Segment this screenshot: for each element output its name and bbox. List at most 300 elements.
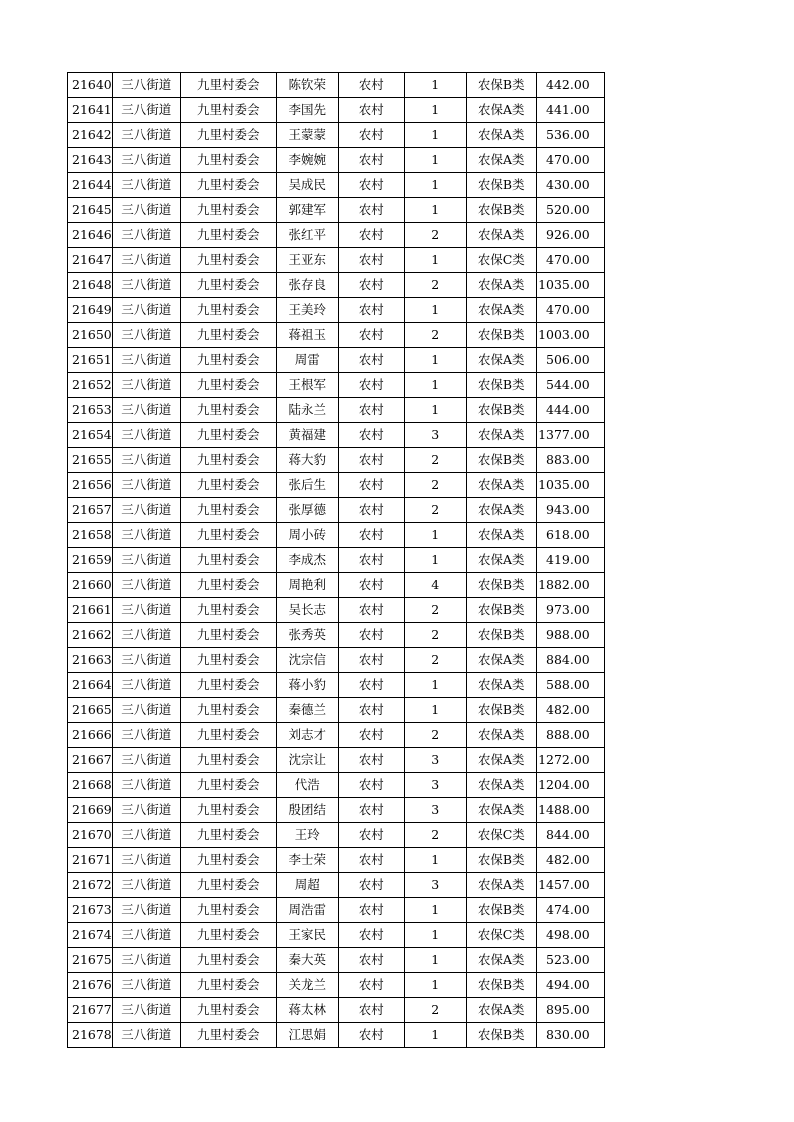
record-id-cell: 21645 <box>68 198 113 223</box>
amount-cell: 1882.00 <box>536 573 604 598</box>
street-cell: 三八街道 <box>112 773 180 798</box>
area-type-cell: 农村 <box>338 848 404 873</box>
street-cell: 三八街道 <box>112 598 180 623</box>
amount-cell: 474.00 <box>536 898 604 923</box>
insurance-type-cell: 农保B类 <box>466 598 536 623</box>
village-committee-cell: 九里村委会 <box>180 473 276 498</box>
household-count-cell: 1 <box>404 1023 466 1048</box>
name-cell: 王蒙蒙 <box>276 123 338 148</box>
amount-cell: 482.00 <box>536 698 604 723</box>
insurance-type-cell: 农保B类 <box>466 323 536 348</box>
household-count-cell: 2 <box>404 323 466 348</box>
street-cell: 三八街道 <box>112 348 180 373</box>
household-count-cell: 2 <box>404 448 466 473</box>
household-count-cell: 2 <box>404 823 466 848</box>
household-count-cell: 2 <box>404 273 466 298</box>
village-committee-cell: 九里村委会 <box>180 123 276 148</box>
table-row <box>68 973 605 998</box>
household-count-cell: 1 <box>404 923 466 948</box>
name-cell: 蒋太林 <box>276 998 338 1023</box>
household-count-cell: 1 <box>404 398 466 423</box>
amount-cell: 544.00 <box>536 373 604 398</box>
table-row <box>68 323 605 348</box>
village-committee-cell: 九里村委会 <box>180 223 276 248</box>
insurance-type-cell: 农保A类 <box>466 148 536 173</box>
name-cell: 周雷 <box>276 348 338 373</box>
insurance-type-cell: 农保A类 <box>466 223 536 248</box>
street-cell: 三八街道 <box>112 548 180 573</box>
street-cell: 三八街道 <box>112 248 180 273</box>
household-count-cell: 2 <box>404 498 466 523</box>
record-id-cell: 21664 <box>68 673 113 698</box>
area-type-cell: 农村 <box>338 648 404 673</box>
street-cell: 三八街道 <box>112 273 180 298</box>
insurance-type-cell: 农保B类 <box>466 73 536 98</box>
street-cell: 三八街道 <box>112 848 180 873</box>
area-type-cell: 农村 <box>338 998 404 1023</box>
household-count-cell: 1 <box>404 73 466 98</box>
amount-cell: 988.00 <box>536 623 604 648</box>
table-row <box>68 373 605 398</box>
area-type-cell: 农村 <box>338 773 404 798</box>
table-row <box>68 448 605 473</box>
table-row <box>68 73 605 98</box>
name-cell: 周艳利 <box>276 573 338 598</box>
table-row <box>68 798 605 823</box>
village-committee-cell: 九里村委会 <box>180 323 276 348</box>
amount-cell: 1457.00 <box>536 873 604 898</box>
village-committee-cell: 九里村委会 <box>180 923 276 948</box>
insurance-type-cell: 农保A类 <box>466 723 536 748</box>
household-count-cell: 2 <box>404 648 466 673</box>
table-row <box>68 98 605 123</box>
record-id-cell: 21655 <box>68 448 113 473</box>
street-cell: 三八街道 <box>112 73 180 98</box>
name-cell: 李国先 <box>276 98 338 123</box>
area-type-cell: 农村 <box>338 348 404 373</box>
street-cell: 三八街道 <box>112 723 180 748</box>
insurance-type-cell: 农保C类 <box>466 248 536 273</box>
amount-cell: 498.00 <box>536 923 604 948</box>
household-count-cell: 1 <box>404 698 466 723</box>
insurance-type-cell: 农保A类 <box>466 298 536 323</box>
amount-cell: 520.00 <box>536 198 604 223</box>
amount-cell: 536.00 <box>536 123 604 148</box>
insurance-type-cell: 农保A类 <box>466 998 536 1023</box>
table-row <box>68 148 605 173</box>
insurance-type-cell: 农保A类 <box>466 873 536 898</box>
household-count-cell: 3 <box>404 748 466 773</box>
record-id-cell: 21673 <box>68 898 113 923</box>
record-id-cell: 21667 <box>68 748 113 773</box>
table-row <box>68 873 605 898</box>
street-cell: 三八街道 <box>112 923 180 948</box>
name-cell: 张后生 <box>276 473 338 498</box>
table-row <box>68 548 605 573</box>
household-count-cell: 1 <box>404 848 466 873</box>
village-committee-cell: 九里村委会 <box>180 298 276 323</box>
area-type-cell: 农村 <box>338 1023 404 1048</box>
insurance-type-cell: 农保A类 <box>466 273 536 298</box>
area-type-cell: 农村 <box>338 223 404 248</box>
insurance-type-cell: 农保A类 <box>466 548 536 573</box>
record-id-cell: 21649 <box>68 298 113 323</box>
name-cell: 蒋小豹 <box>276 673 338 698</box>
name-cell: 王亚东 <box>276 248 338 273</box>
area-type-cell: 农村 <box>338 423 404 448</box>
name-cell: 周小砖 <box>276 523 338 548</box>
table-row <box>68 273 605 298</box>
table-row <box>68 823 605 848</box>
amount-cell: 523.00 <box>536 948 604 973</box>
street-cell: 三八街道 <box>112 973 180 998</box>
name-cell: 吴长志 <box>276 598 338 623</box>
table-row <box>68 223 605 248</box>
area-type-cell: 农村 <box>338 523 404 548</box>
record-id-cell: 21642 <box>68 123 113 148</box>
table-row <box>68 748 605 773</box>
household-count-cell: 1 <box>404 348 466 373</box>
record-id-cell: 21654 <box>68 423 113 448</box>
name-cell: 李成杰 <box>276 548 338 573</box>
area-type-cell: 农村 <box>338 198 404 223</box>
area-type-cell: 农村 <box>338 298 404 323</box>
name-cell: 刘志才 <box>276 723 338 748</box>
household-count-cell: 2 <box>404 598 466 623</box>
table-row <box>68 723 605 748</box>
insurance-type-cell: 农保B类 <box>466 398 536 423</box>
street-cell: 三八街道 <box>112 648 180 673</box>
village-committee-cell: 九里村委会 <box>180 673 276 698</box>
household-count-cell: 1 <box>404 673 466 698</box>
street-cell: 三八街道 <box>112 998 180 1023</box>
area-type-cell: 农村 <box>338 823 404 848</box>
table-row <box>68 348 605 373</box>
name-cell: 黄福建 <box>276 423 338 448</box>
record-id-cell: 21677 <box>68 998 113 1023</box>
amount-cell: 588.00 <box>536 673 604 698</box>
street-cell: 三八街道 <box>112 323 180 348</box>
village-committee-cell: 九里村委会 <box>180 573 276 598</box>
area-type-cell: 农村 <box>338 573 404 598</box>
household-count-cell: 3 <box>404 798 466 823</box>
name-cell: 沈宗信 <box>276 648 338 673</box>
village-committee-cell: 九里村委会 <box>180 648 276 673</box>
record-id-cell: 21662 <box>68 623 113 648</box>
insurance-type-cell: 农保B类 <box>466 373 536 398</box>
area-type-cell: 农村 <box>338 148 404 173</box>
area-type-cell: 农村 <box>338 98 404 123</box>
village-committee-cell: 九里村委会 <box>180 1023 276 1048</box>
name-cell: 周超 <box>276 873 338 898</box>
amount-cell: 1204.00 <box>536 773 604 798</box>
table-row <box>68 198 605 223</box>
name-cell: 郭建军 <box>276 198 338 223</box>
record-id-cell: 21660 <box>68 573 113 598</box>
table-row <box>68 523 605 548</box>
street-cell: 三八街道 <box>112 873 180 898</box>
name-cell: 代浩 <box>276 773 338 798</box>
area-type-cell: 农村 <box>338 798 404 823</box>
insurance-type-cell: 农保B类 <box>466 623 536 648</box>
insurance-type-cell: 农保B类 <box>466 848 536 873</box>
name-cell: 陈钦荣 <box>276 73 338 98</box>
village-committee-cell: 九里村委会 <box>180 523 276 548</box>
record-id-cell: 21663 <box>68 648 113 673</box>
household-count-cell: 3 <box>404 873 466 898</box>
street-cell: 三八街道 <box>112 123 180 148</box>
name-cell: 张秀英 <box>276 623 338 648</box>
insurance-type-cell: 农保B类 <box>466 448 536 473</box>
village-committee-cell: 九里村委会 <box>180 373 276 398</box>
household-count-cell: 2 <box>404 623 466 648</box>
insurance-type-cell: 农保C类 <box>466 823 536 848</box>
village-committee-cell: 九里村委会 <box>180 998 276 1023</box>
record-id-cell: 21674 <box>68 923 113 948</box>
street-cell: 三八街道 <box>112 698 180 723</box>
name-cell: 秦大英 <box>276 948 338 973</box>
record-id-cell: 21671 <box>68 848 113 873</box>
amount-cell: 470.00 <box>536 148 604 173</box>
record-id-cell: 21641 <box>68 98 113 123</box>
name-cell: 殷团结 <box>276 798 338 823</box>
insurance-type-cell: 农保B类 <box>466 898 536 923</box>
insurance-type-cell: 农保A类 <box>466 473 536 498</box>
name-cell: 李婉婉 <box>276 148 338 173</box>
record-id-cell: 21644 <box>68 173 113 198</box>
area-type-cell: 农村 <box>338 623 404 648</box>
household-count-cell: 2 <box>404 473 466 498</box>
name-cell: 张厚德 <box>276 498 338 523</box>
amount-cell: 926.00 <box>536 223 604 248</box>
amount-cell: 883.00 <box>536 448 604 473</box>
amount-cell: 419.00 <box>536 548 604 573</box>
amount-cell: 943.00 <box>536 498 604 523</box>
area-type-cell: 农村 <box>338 273 404 298</box>
household-count-cell: 4 <box>404 573 466 598</box>
name-cell: 王美玲 <box>276 298 338 323</box>
area-type-cell: 农村 <box>338 973 404 998</box>
record-id-cell: 21653 <box>68 398 113 423</box>
record-id-cell: 21640 <box>68 73 113 98</box>
village-committee-cell: 九里村委会 <box>180 173 276 198</box>
record-id-cell: 21672 <box>68 873 113 898</box>
amount-cell: 1035.00 <box>536 273 604 298</box>
household-count-cell: 1 <box>404 523 466 548</box>
street-cell: 三八街道 <box>112 398 180 423</box>
table-row <box>68 698 605 723</box>
amount-cell: 895.00 <box>536 998 604 1023</box>
area-type-cell: 农村 <box>338 673 404 698</box>
street-cell: 三八街道 <box>112 473 180 498</box>
insurance-type-cell: 农保B类 <box>466 573 536 598</box>
street-cell: 三八街道 <box>112 798 180 823</box>
amount-cell: 441.00 <box>536 98 604 123</box>
street-cell: 三八街道 <box>112 1023 180 1048</box>
table-row <box>68 648 605 673</box>
record-id-cell: 21650 <box>68 323 113 348</box>
insurance-type-cell: 农保A类 <box>466 673 536 698</box>
name-cell: 吴成民 <box>276 173 338 198</box>
amount-cell: 444.00 <box>536 398 604 423</box>
street-cell: 三八街道 <box>112 423 180 448</box>
area-type-cell: 农村 <box>338 548 404 573</box>
street-cell: 三八街道 <box>112 148 180 173</box>
area-type-cell: 农村 <box>338 398 404 423</box>
village-committee-cell: 九里村委会 <box>180 698 276 723</box>
record-id-cell: 21666 <box>68 723 113 748</box>
village-committee-cell: 九里村委会 <box>180 448 276 473</box>
insurance-type-cell: 农保A类 <box>466 498 536 523</box>
area-type-cell: 农村 <box>338 723 404 748</box>
name-cell: 李士荣 <box>276 848 338 873</box>
table-row <box>68 848 605 873</box>
amount-cell: 506.00 <box>536 348 604 373</box>
insurance-type-cell: 农保A类 <box>466 798 536 823</box>
amount-cell: 1272.00 <box>536 748 604 773</box>
household-count-cell: 1 <box>404 198 466 223</box>
area-type-cell: 农村 <box>338 923 404 948</box>
insurance-type-cell: 农保B类 <box>466 698 536 723</box>
street-cell: 三八街道 <box>112 373 180 398</box>
table-row <box>68 673 605 698</box>
village-committee-cell: 九里村委会 <box>180 748 276 773</box>
insurance-type-cell: 农保A类 <box>466 423 536 448</box>
name-cell: 张红平 <box>276 223 338 248</box>
record-id-cell: 21657 <box>68 498 113 523</box>
street-cell: 三八街道 <box>112 748 180 773</box>
name-cell: 张存良 <box>276 273 338 298</box>
amount-cell: 482.00 <box>536 848 604 873</box>
area-type-cell: 农村 <box>338 473 404 498</box>
area-type-cell: 农村 <box>338 698 404 723</box>
name-cell: 蒋祖玉 <box>276 323 338 348</box>
household-count-cell: 1 <box>404 123 466 148</box>
household-count-cell: 2 <box>404 998 466 1023</box>
area-type-cell: 农村 <box>338 598 404 623</box>
amount-cell: 494.00 <box>536 973 604 998</box>
data-table <box>67 72 605 1048</box>
area-type-cell: 农村 <box>338 448 404 473</box>
amount-cell: 470.00 <box>536 248 604 273</box>
record-id-cell: 21670 <box>68 823 113 848</box>
street-cell: 三八街道 <box>112 448 180 473</box>
street-cell: 三八街道 <box>112 623 180 648</box>
amount-cell: 1488.00 <box>536 798 604 823</box>
village-committee-cell: 九里村委会 <box>180 248 276 273</box>
record-id-cell: 21668 <box>68 773 113 798</box>
area-type-cell: 农村 <box>338 73 404 98</box>
name-cell: 沈宗让 <box>276 748 338 773</box>
street-cell: 三八街道 <box>112 673 180 698</box>
street-cell: 三八街道 <box>112 573 180 598</box>
table-row <box>68 423 605 448</box>
record-id-cell: 21643 <box>68 148 113 173</box>
amount-cell: 470.00 <box>536 298 604 323</box>
area-type-cell: 农村 <box>338 948 404 973</box>
insurance-type-cell: 农保B类 <box>466 973 536 998</box>
amount-cell: 430.00 <box>536 173 604 198</box>
village-committee-cell: 九里村委会 <box>180 98 276 123</box>
village-committee-cell: 九里村委会 <box>180 598 276 623</box>
table-row <box>68 623 605 648</box>
table-row <box>68 473 605 498</box>
insurance-type-cell: 农保A类 <box>466 348 536 373</box>
insurance-type-cell: 农保A类 <box>466 523 536 548</box>
area-type-cell: 农村 <box>338 748 404 773</box>
household-count-cell: 1 <box>404 898 466 923</box>
area-type-cell: 农村 <box>338 873 404 898</box>
street-cell: 三八街道 <box>112 898 180 923</box>
insurance-type-cell: 农保B类 <box>466 173 536 198</box>
street-cell: 三八街道 <box>112 198 180 223</box>
village-committee-cell: 九里村委会 <box>180 973 276 998</box>
household-count-cell: 2 <box>404 223 466 248</box>
amount-cell: 618.00 <box>536 523 604 548</box>
amount-cell: 884.00 <box>536 648 604 673</box>
table-row <box>68 1023 605 1048</box>
name-cell: 王家民 <box>276 923 338 948</box>
name-cell: 陆永兰 <box>276 398 338 423</box>
village-committee-cell: 九里村委会 <box>180 548 276 573</box>
village-committee-cell: 九里村委会 <box>180 198 276 223</box>
table-row <box>68 498 605 523</box>
name-cell: 王根军 <box>276 373 338 398</box>
amount-cell: 888.00 <box>536 723 604 748</box>
area-type-cell: 农村 <box>338 248 404 273</box>
name-cell: 秦德兰 <box>276 698 338 723</box>
street-cell: 三八街道 <box>112 223 180 248</box>
household-count-cell: 1 <box>404 98 466 123</box>
record-id-cell: 21647 <box>68 248 113 273</box>
village-committee-cell: 九里村委会 <box>180 823 276 848</box>
village-committee-cell: 九里村委会 <box>180 798 276 823</box>
street-cell: 三八街道 <box>112 298 180 323</box>
household-count-cell: 2 <box>404 723 466 748</box>
insurance-type-cell: 农保C类 <box>466 923 536 948</box>
street-cell: 三八街道 <box>112 823 180 848</box>
household-count-cell: 1 <box>404 973 466 998</box>
household-count-cell: 3 <box>404 423 466 448</box>
area-type-cell: 农村 <box>338 498 404 523</box>
street-cell: 三八街道 <box>112 498 180 523</box>
household-count-cell: 1 <box>404 548 466 573</box>
name-cell: 周浩雷 <box>276 898 338 923</box>
area-type-cell: 农村 <box>338 323 404 348</box>
table-row <box>68 773 605 798</box>
amount-cell: 442.00 <box>536 73 604 98</box>
area-type-cell: 农村 <box>338 898 404 923</box>
table-row <box>68 398 605 423</box>
amount-cell: 1003.00 <box>536 323 604 348</box>
village-committee-cell: 九里村委会 <box>180 148 276 173</box>
table-row <box>68 923 605 948</box>
area-type-cell: 农村 <box>338 123 404 148</box>
village-committee-cell: 九里村委会 <box>180 848 276 873</box>
record-id-cell: 21669 <box>68 798 113 823</box>
village-committee-cell: 九里村委会 <box>180 498 276 523</box>
street-cell: 三八街道 <box>112 948 180 973</box>
record-id-cell: 21661 <box>68 598 113 623</box>
household-count-cell: 1 <box>404 948 466 973</box>
village-committee-cell: 九里村委会 <box>180 273 276 298</box>
record-id-cell: 21651 <box>68 348 113 373</box>
table-row <box>68 598 605 623</box>
household-count-cell: 1 <box>404 298 466 323</box>
insurance-type-cell: 农保A类 <box>466 773 536 798</box>
household-count-cell: 1 <box>404 373 466 398</box>
village-committee-cell: 九里村委会 <box>180 423 276 448</box>
